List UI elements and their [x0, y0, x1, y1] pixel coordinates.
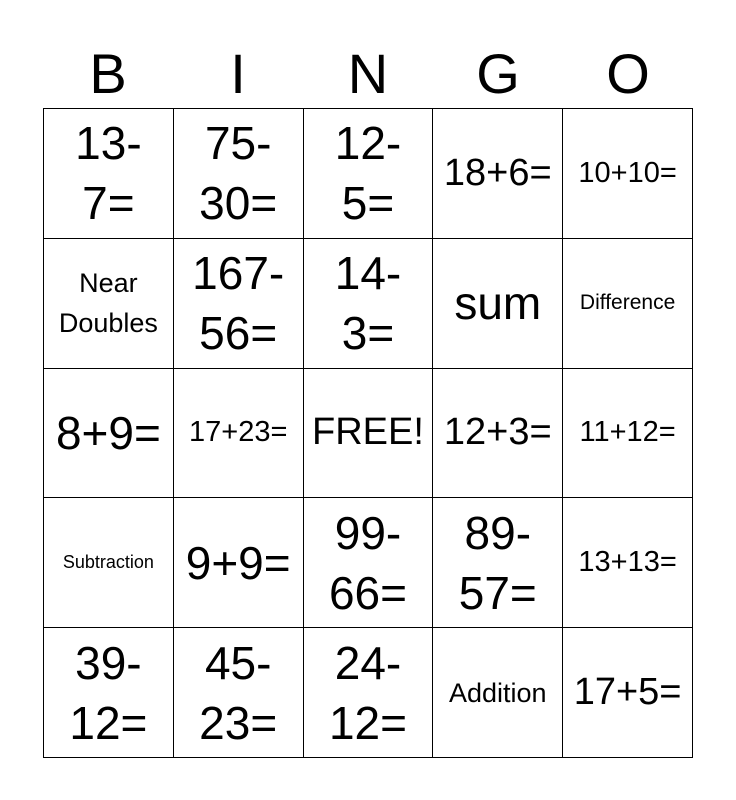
cell-label: 167- 56=: [192, 247, 285, 360]
bingo-header: [43, 40, 693, 108]
bingo-cell-n4[interactable]: [304, 498, 434, 628]
header-letter-n: N: [347, 42, 389, 105]
bingo-cell-o5[interactable]: [563, 628, 693, 758]
bingo-cell-g5[interactable]: [433, 628, 563, 758]
bingo-cell-g3[interactable]: [433, 369, 563, 499]
cell-label: 39- 12=: [69, 636, 148, 749]
cell-label: 13+13=: [578, 546, 677, 579]
cell-label: 14- 3=: [334, 247, 402, 360]
bingo-cell-g2[interactable]: [433, 239, 563, 369]
cell-label: 10+10=: [578, 156, 677, 189]
cell-label: FREE!: [312, 411, 424, 454]
cell-label: 12- 5=: [334, 117, 402, 230]
bingo-cell-i5[interactable]: [174, 628, 304, 758]
cell-label: 12+3=: [443, 411, 552, 454]
free-space-cell[interactable]: [304, 369, 434, 499]
bingo-cell-b4[interactable]: [44, 498, 174, 628]
cell-label: 75- 30=: [199, 117, 278, 230]
header-letter-b: B: [89, 42, 127, 105]
cell-label: Subtraction: [62, 552, 154, 573]
cell-label: 45- 23=: [199, 636, 278, 749]
bingo-cell-o4[interactable]: [563, 498, 693, 628]
cell-label: 18+6=: [443, 151, 552, 194]
cell-label: 8+9=: [55, 406, 161, 459]
cell-label: 17+5=: [573, 671, 682, 714]
bingo-card-grid: [43, 108, 693, 758]
header-letter-i: I: [230, 42, 246, 105]
bingo-cell-b1[interactable]: [44, 109, 174, 239]
cell-label: sum: [454, 277, 542, 330]
bingo-cell-i2[interactable]: [174, 239, 304, 369]
bingo-cell-i3[interactable]: [174, 369, 304, 499]
cell-label: 99- 66=: [328, 506, 407, 619]
bingo-cell-g1[interactable]: [433, 109, 563, 239]
cell-label: 89- 57=: [458, 506, 537, 619]
bingo-cell-n5[interactable]: [304, 628, 434, 758]
bingo-cell-o3[interactable]: [563, 369, 693, 499]
cell-label: 11+12=: [579, 416, 676, 449]
bingo-cell-g4[interactable]: [433, 498, 563, 628]
bingo-cell-o2[interactable]: [563, 239, 693, 369]
header-letter-g: G: [476, 42, 520, 105]
header-letter-o: O: [606, 42, 650, 105]
cell-label: 24- 12=: [328, 636, 407, 749]
bingo-cell-i4[interactable]: [174, 498, 304, 628]
bingo-cell-i1[interactable]: [174, 109, 304, 239]
cell-label: 13- 7=: [75, 117, 142, 230]
cell-label: Difference: [579, 291, 676, 315]
bingo-cell-b3[interactable]: [44, 369, 174, 499]
bingo-cell-o1[interactable]: [563, 109, 693, 239]
cell-label: Addition: [449, 677, 547, 708]
cell-label: 9+9=: [185, 536, 291, 589]
cell-label: Near Doubles: [58, 268, 158, 339]
bingo-cell-n2[interactable]: [304, 239, 434, 369]
cell-label: 17+23=: [189, 416, 288, 449]
bingo-cell-n1[interactable]: [304, 109, 434, 239]
bingo-cell-b5[interactable]: [44, 628, 174, 758]
bingo-cell-b2[interactable]: [44, 239, 174, 369]
